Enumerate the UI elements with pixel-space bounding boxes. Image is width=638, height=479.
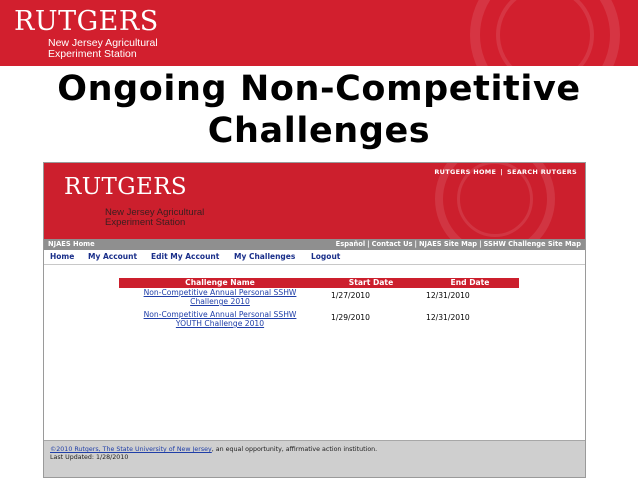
nav-my-account[interactable]: My Account [88, 252, 138, 261]
table-header-row [119, 278, 519, 288]
utility-separator: | [414, 240, 417, 248]
challenge-link-line1: Non-Competitive Annual Personal SSHW [143, 310, 297, 319]
footer-last-updated: Last Updated: 1/28/2010 [50, 454, 129, 461]
slide-header-banner [0, 0, 638, 66]
nav-home[interactable]: Home [50, 252, 75, 261]
rutgers-home-link[interactable]: RUTGERS HOME [434, 168, 497, 176]
nav-logout[interactable]: Logout [311, 252, 341, 261]
copyright-link[interactable]: ©2010 Rutgers, The State University of New Jersey [50, 446, 212, 453]
challenge-link-line1: Non-Competitive Annual Personal SSHW [143, 288, 297, 297]
col-start-date: Start Date [321, 278, 421, 288]
slide-logo-subtitle [48, 38, 158, 60]
site-logo-sub-line1: New Jersey Agricultural [105, 207, 205, 218]
challenge-name-cell [119, 310, 321, 332]
slide-title [0, 68, 638, 152]
main-nav [44, 250, 585, 265]
top-links-separator: | [500, 168, 503, 176]
site-footer [44, 440, 585, 477]
site-header [44, 163, 585, 239]
nav-my-challenges[interactable]: My Challenges [234, 252, 296, 261]
site-logo-wordmark: RUTGERS [64, 174, 188, 200]
utility-separator: | [479, 240, 482, 248]
challenge-link[interactable] [144, 288, 297, 306]
slide-title-line1: Ongoing Non-Competitive [57, 69, 581, 109]
col-end-date: End Date [421, 278, 519, 288]
website-screenshot [43, 162, 586, 478]
nav-edit-my-account[interactable]: Edit My Account [151, 252, 220, 261]
start-date-cell: 1/27/2010 [331, 291, 370, 300]
site-logo-sub-line2: Experiment Station [105, 217, 186, 228]
copyright-text: , an equal opportunity, affirmative action institution. [211, 446, 378, 453]
slide-rutgers-logo [14, 6, 159, 60]
espanol-link[interactable]: Español [335, 240, 366, 248]
utility-bar [44, 239, 585, 250]
end-date-cell: 12/31/2010 [426, 313, 470, 322]
challenge-name-cell [119, 288, 321, 310]
slide-logo-sub-line1: New Jersey Agricultural [48, 37, 158, 49]
rutgers-seal-inner-ring [496, 0, 594, 66]
njaes-site-map-link[interactable]: NJAES Site Map [418, 240, 478, 248]
utility-links [336, 239, 581, 250]
col-challenge-name: Challenge Name [119, 278, 321, 288]
search-rutgers-link[interactable]: SEARCH RUTGERS [506, 168, 577, 176]
top-links [434, 168, 577, 176]
table-row [119, 310, 519, 332]
sshw-site-map-link[interactable]: SSHW Challenge Site Map [483, 240, 581, 248]
slide-logo-wordmark: RUTGERS [14, 6, 159, 37]
table-row [119, 288, 519, 310]
slide-logo-sub-line2: Experiment Station [48, 48, 137, 60]
site-rutgers-logo[interactable] [64, 174, 205, 228]
start-date-cell: 1/29/2010 [331, 313, 370, 322]
utility-separator: | [367, 240, 370, 248]
challenge-link[interactable] [144, 310, 297, 328]
challenges-table [119, 278, 519, 332]
footer-copyright [50, 446, 579, 454]
challenge-link-line2: Challenge 2010 [190, 297, 250, 306]
site-logo-subtitle [105, 208, 204, 228]
end-date-cell: 12/31/2010 [426, 291, 470, 300]
challenge-link-line2: YOUTH Challenge 2010 [175, 319, 265, 328]
contact-us-link[interactable]: Contact Us [371, 240, 413, 248]
slide-title-line2: Challenges [207, 111, 431, 151]
njaes-home-link[interactable]: NJAES Home [48, 240, 95, 248]
